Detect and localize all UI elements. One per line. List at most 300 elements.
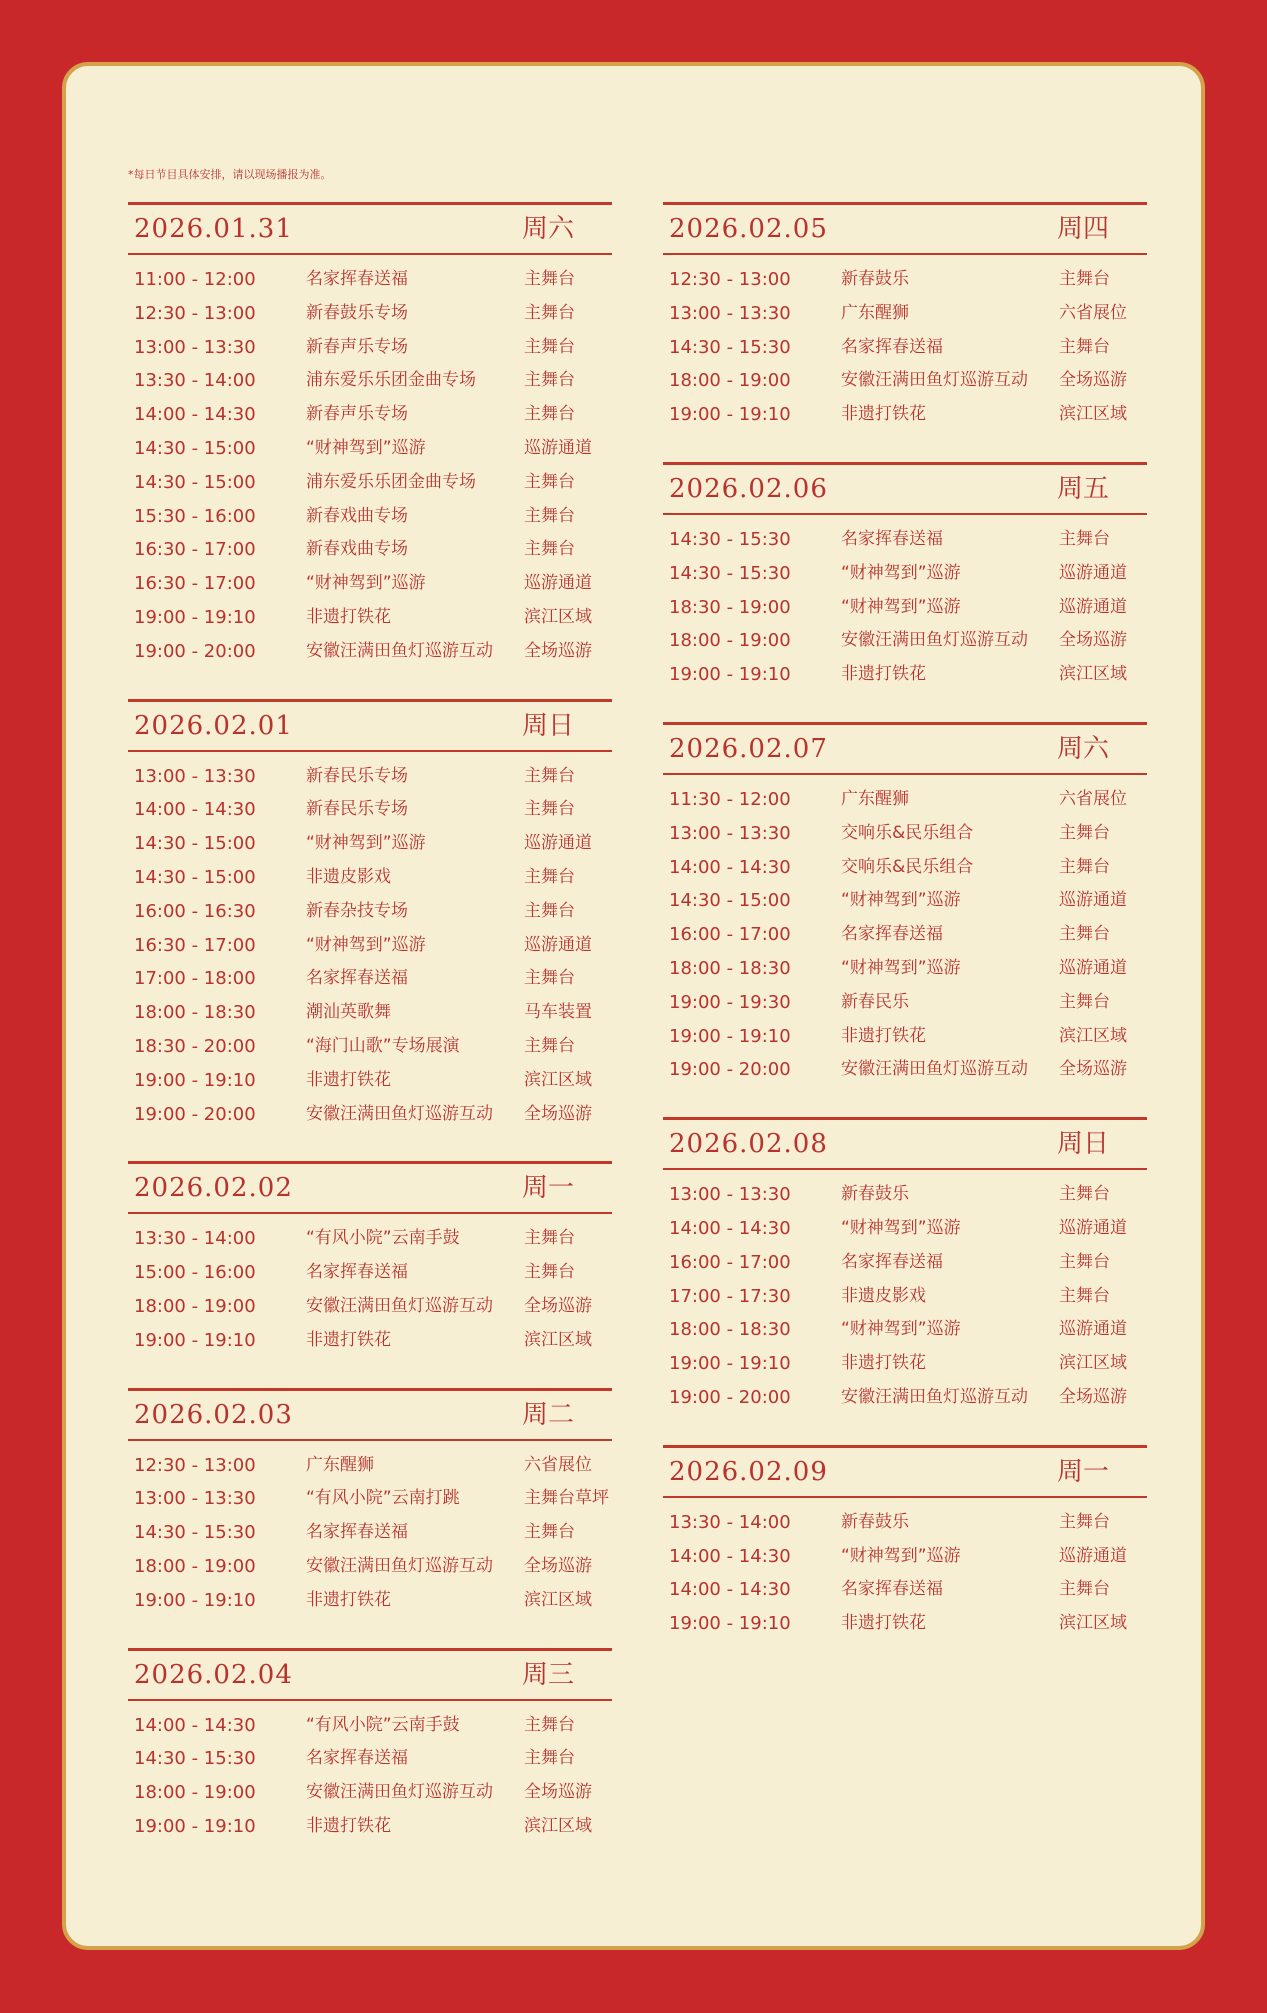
row-time: 13:00 - 13:30 bbox=[134, 1488, 256, 1510]
row-time: 18:00 - 19:00 bbox=[134, 1555, 256, 1577]
row-time: 19:00 - 19:10 bbox=[134, 1815, 256, 1837]
schedule-row bbox=[663, 658, 1147, 692]
row-program: 非遗打铁花 bbox=[841, 1613, 926, 1634]
row-location: 滨江区域 bbox=[524, 606, 592, 627]
schedule-row bbox=[663, 817, 1147, 851]
row-time: 18:00 - 19:00 bbox=[669, 630, 791, 652]
schedule-row bbox=[663, 1540, 1147, 1574]
schedule-row bbox=[663, 1020, 1147, 1054]
row-program: “财神驾到”巡游 bbox=[841, 957, 961, 978]
row-location: 主舞台 bbox=[1059, 528, 1110, 549]
row-location: 主舞台 bbox=[1059, 991, 1110, 1012]
row-time: 19:00 - 19:10 bbox=[669, 404, 791, 426]
row-time: 19:00 - 20:00 bbox=[669, 1386, 791, 1408]
row-time: 16:00 - 17:00 bbox=[669, 924, 791, 946]
row-time: 14:00 - 14:30 bbox=[134, 404, 256, 426]
row-location: 全场巡游 bbox=[1059, 630, 1127, 651]
row-location: 全场巡游 bbox=[1059, 370, 1127, 391]
day-weekday: 周六 bbox=[522, 214, 575, 244]
row-time: 16:30 - 17:00 bbox=[134, 539, 256, 561]
row-location: 马车装置 bbox=[524, 1002, 592, 1023]
row-program: 新春鼓乐 bbox=[841, 1184, 909, 1205]
day-header bbox=[128, 1648, 612, 1701]
day-rows bbox=[663, 775, 1147, 1087]
row-time: 14:30 - 15:00 bbox=[134, 866, 256, 888]
row-program: “财神驾到”巡游 bbox=[306, 437, 426, 458]
day-rows bbox=[128, 1214, 612, 1357]
schedule-card bbox=[62, 62, 1205, 1950]
row-program: “海门山歌”专场展演 bbox=[306, 1035, 460, 1056]
schedule-row bbox=[128, 500, 612, 534]
row-time: 13:00 - 13:30 bbox=[669, 302, 791, 324]
row-location: 主舞台 bbox=[1059, 924, 1110, 945]
day-date: 2026.02.06 bbox=[669, 473, 828, 504]
schedule-note: *每日节目具体安排，请以现场播报为准。 bbox=[128, 168, 332, 181]
schedule-row bbox=[663, 1212, 1147, 1246]
row-location: 滨江区域 bbox=[1059, 1613, 1127, 1634]
row-program: 安徽汪满田鱼灯巡游互动 bbox=[841, 1059, 1028, 1080]
schedule-row bbox=[663, 1381, 1147, 1415]
day-header bbox=[128, 202, 612, 255]
schedule-row bbox=[128, 263, 612, 297]
row-location: 滨江区域 bbox=[524, 1815, 592, 1836]
row-location: 滨江区域 bbox=[524, 1069, 592, 1090]
schedule-row bbox=[663, 1178, 1147, 1212]
row-location: 主舞台草坪 bbox=[524, 1488, 609, 1509]
row-time: 19:00 - 19:10 bbox=[134, 1589, 256, 1611]
schedule-row bbox=[128, 996, 612, 1030]
row-program: 非遗打铁花 bbox=[841, 1025, 926, 1046]
row-location: 全场巡游 bbox=[1059, 1386, 1127, 1407]
schedule-row bbox=[663, 1313, 1147, 1347]
schedule-row bbox=[663, 263, 1147, 297]
row-location: 全场巡游 bbox=[524, 1782, 592, 1803]
schedule-row bbox=[128, 398, 612, 432]
day-rows bbox=[128, 752, 612, 1132]
row-time: 13:00 - 13:30 bbox=[669, 1184, 791, 1206]
row-location: 巡游通道 bbox=[1059, 562, 1127, 583]
row-program: 安徽汪满田鱼灯巡游互动 bbox=[841, 1386, 1028, 1407]
row-location: 主舞台 bbox=[524, 471, 575, 492]
row-time: 19:00 - 19:10 bbox=[134, 1069, 256, 1091]
schedule-row bbox=[128, 432, 612, 466]
day-date: 2026.02.04 bbox=[134, 1659, 293, 1690]
day-header bbox=[663, 462, 1147, 515]
row-time: 13:30 - 14:00 bbox=[134, 370, 256, 392]
row-time: 14:30 - 15:30 bbox=[134, 1522, 256, 1544]
day-rows bbox=[663, 515, 1147, 692]
schedule-row bbox=[128, 1776, 612, 1810]
row-program: 非遗打铁花 bbox=[306, 1329, 391, 1350]
row-location: 滨江区域 bbox=[1059, 404, 1127, 425]
row-location: 主舞台 bbox=[524, 1035, 575, 1056]
day-rows bbox=[128, 255, 612, 669]
schedule-row bbox=[663, 952, 1147, 986]
row-program: “财神驾到”巡游 bbox=[306, 934, 426, 955]
row-time: 13:30 - 14:00 bbox=[669, 1511, 791, 1533]
day-weekday: 周四 bbox=[1057, 214, 1110, 244]
row-program: “财神驾到”巡游 bbox=[841, 1319, 961, 1340]
schedule-row bbox=[663, 591, 1147, 625]
schedule-row bbox=[128, 1584, 612, 1618]
schedule-row bbox=[128, 1324, 612, 1358]
row-time: 14:30 - 15:30 bbox=[134, 1748, 256, 1770]
day-weekday: 周一 bbox=[522, 1173, 575, 1204]
row-program: 广东醒狮 bbox=[841, 788, 909, 809]
day-block bbox=[128, 1161, 612, 1357]
schedule-row bbox=[663, 1053, 1147, 1087]
row-location: 主舞台 bbox=[524, 539, 575, 560]
schedule-row bbox=[128, 1290, 612, 1324]
schedule-row bbox=[128, 601, 612, 635]
row-location: 全场巡游 bbox=[524, 1555, 592, 1576]
schedule-row bbox=[663, 297, 1147, 331]
schedule-row bbox=[128, 1550, 612, 1584]
schedule-row bbox=[128, 1098, 612, 1132]
row-location: 主舞台 bbox=[1059, 1184, 1110, 1205]
schedule-row bbox=[128, 962, 612, 996]
day-weekday: 周日 bbox=[1057, 1129, 1110, 1160]
row-time: 18:00 - 19:00 bbox=[669, 370, 791, 392]
row-time: 14:30 - 15:00 bbox=[134, 833, 256, 855]
day-date: 2026.02.02 bbox=[134, 1173, 293, 1204]
row-location: 主舞台 bbox=[524, 269, 575, 289]
row-time: 14:00 - 14:30 bbox=[669, 1579, 791, 1601]
day-block bbox=[663, 202, 1147, 432]
day-block bbox=[663, 722, 1147, 1087]
schedule-row bbox=[663, 1347, 1147, 1381]
row-program: 非遗打铁花 bbox=[306, 1815, 391, 1836]
row-program: 广东醒狮 bbox=[306, 1454, 374, 1475]
schedule-row bbox=[128, 635, 612, 669]
schedule-row bbox=[128, 364, 612, 398]
row-location: 主舞台 bbox=[524, 1714, 575, 1735]
day-date: 2026.02.03 bbox=[134, 1399, 293, 1430]
row-location: 主舞台 bbox=[524, 799, 575, 820]
day-date: 2026.02.05 bbox=[669, 214, 828, 244]
row-program: 安徽汪满田鱼灯巡游互动 bbox=[841, 630, 1028, 651]
day-header bbox=[128, 1388, 612, 1441]
row-program: 非遗打铁花 bbox=[841, 664, 926, 685]
schedule-row bbox=[128, 861, 612, 895]
row-location: 主舞台 bbox=[524, 968, 575, 989]
schedule-row bbox=[128, 567, 612, 601]
schedule-column-right bbox=[663, 202, 1147, 1671]
row-time: 14:00 - 14:30 bbox=[669, 1545, 791, 1567]
schedule-row bbox=[663, 918, 1147, 952]
row-location: 巡游通道 bbox=[1059, 890, 1127, 911]
row-program: “财神驾到”巡游 bbox=[841, 1545, 961, 1566]
row-program: 新春民乐 bbox=[841, 991, 909, 1012]
schedule-row bbox=[128, 1742, 612, 1776]
row-time: 19:00 - 19:10 bbox=[134, 1329, 256, 1351]
row-program: 名家挥春送福 bbox=[306, 1522, 408, 1543]
row-location: 主舞台 bbox=[1059, 1579, 1110, 1600]
row-time: 19:00 - 20:00 bbox=[134, 640, 256, 662]
day-date: 2026.02.08 bbox=[669, 1129, 828, 1160]
row-time: 14:30 - 15:00 bbox=[134, 437, 256, 459]
row-time: 18:30 - 20:00 bbox=[134, 1035, 256, 1057]
schedule-row bbox=[128, 1222, 612, 1256]
day-header bbox=[663, 1445, 1147, 1498]
day-block bbox=[128, 202, 612, 669]
day-block bbox=[663, 462, 1147, 692]
row-program: 安徽汪满田鱼灯巡游互动 bbox=[306, 1782, 493, 1803]
row-program: 非遗皮影戏 bbox=[841, 1285, 926, 1306]
schedule-row bbox=[663, 557, 1147, 591]
schedule-row bbox=[663, 331, 1147, 365]
row-location: 主舞台 bbox=[1059, 856, 1110, 877]
day-block bbox=[663, 1117, 1147, 1415]
row-location: 主舞台 bbox=[524, 866, 575, 887]
row-location: 主舞台 bbox=[524, 765, 575, 786]
schedule-row bbox=[128, 1482, 612, 1516]
schedule-row bbox=[663, 523, 1147, 557]
schedule-row bbox=[128, 466, 612, 500]
day-rows bbox=[663, 255, 1147, 432]
day-date: 2026.02.01 bbox=[134, 710, 293, 741]
row-time: 17:00 - 18:00 bbox=[134, 968, 256, 990]
row-program: 安徽汪满田鱼灯巡游互动 bbox=[306, 1555, 493, 1576]
row-location: 滨江区域 bbox=[1059, 1025, 1127, 1046]
row-location: 主舞台 bbox=[1059, 336, 1110, 357]
row-time: 14:00 - 14:30 bbox=[134, 799, 256, 821]
row-location: 主舞台 bbox=[1059, 1285, 1110, 1306]
row-location: 主舞台 bbox=[1059, 269, 1110, 289]
day-header bbox=[128, 1161, 612, 1214]
row-location: 六省展位 bbox=[1059, 302, 1127, 323]
schedule-row bbox=[128, 895, 612, 929]
schedule-row bbox=[128, 929, 612, 963]
row-time: 11:00 - 12:00 bbox=[134, 269, 256, 290]
row-program: 名家挥春送福 bbox=[841, 528, 943, 549]
row-program: 浦东爱乐乐团金曲专场 bbox=[306, 370, 476, 391]
row-location: 巡游通道 bbox=[524, 833, 592, 854]
schedule-row bbox=[128, 1030, 612, 1064]
day-weekday: 周二 bbox=[522, 1399, 575, 1430]
row-time: 18:00 - 18:30 bbox=[669, 957, 791, 979]
day-block bbox=[128, 1648, 612, 1844]
row-time: 19:00 - 20:00 bbox=[669, 1059, 791, 1081]
row-location: 主舞台 bbox=[524, 505, 575, 526]
row-program: 非遗打铁花 bbox=[306, 1069, 391, 1090]
schedule-row bbox=[128, 827, 612, 861]
day-block bbox=[128, 699, 612, 1132]
row-location: 主舞台 bbox=[1059, 1511, 1110, 1532]
schedule-row bbox=[663, 1506, 1147, 1540]
row-location: 主舞台 bbox=[524, 404, 575, 425]
row-location: 巡游通道 bbox=[524, 573, 592, 594]
row-program: 广东醒狮 bbox=[841, 302, 909, 323]
row-time: 18:00 - 18:30 bbox=[669, 1319, 791, 1341]
day-date: 2026.02.09 bbox=[669, 1456, 828, 1487]
row-program: “有风小院”云南手鼓 bbox=[306, 1228, 460, 1249]
row-location: 主舞台 bbox=[1059, 822, 1110, 843]
row-program: 交响乐&民乐组合 bbox=[841, 822, 974, 843]
row-location: 主舞台 bbox=[524, 1748, 575, 1769]
row-program: “财神驾到”巡游 bbox=[306, 833, 426, 854]
schedule-row bbox=[663, 1246, 1147, 1280]
row-time: 18:00 - 19:00 bbox=[134, 1295, 256, 1317]
row-location: 巡游通道 bbox=[524, 437, 592, 458]
row-program: “有风小院”云南打跳 bbox=[306, 1488, 460, 1509]
schedule-row bbox=[128, 331, 612, 365]
day-rows bbox=[663, 1170, 1147, 1415]
row-time: 13:30 - 14:00 bbox=[134, 1228, 256, 1250]
schedule-row bbox=[128, 1516, 612, 1550]
row-time: 16:30 - 17:00 bbox=[134, 573, 256, 595]
day-date: 2026.01.31 bbox=[134, 214, 293, 244]
row-program: 新春声乐专场 bbox=[306, 404, 408, 425]
row-time: 18:30 - 19:00 bbox=[669, 596, 791, 618]
day-weekday: 周六 bbox=[1057, 733, 1110, 764]
row-location: 主舞台 bbox=[524, 336, 575, 357]
row-location: 主舞台 bbox=[1059, 1251, 1110, 1272]
row-time: 19:00 - 19:30 bbox=[669, 991, 791, 1013]
schedule-row bbox=[663, 1607, 1147, 1641]
day-rows bbox=[663, 1498, 1147, 1641]
row-time: 16:00 - 17:00 bbox=[669, 1251, 791, 1273]
schedule-row bbox=[663, 851, 1147, 885]
row-time: 19:00 - 20:00 bbox=[134, 1103, 256, 1125]
row-time: 19:00 - 19:10 bbox=[669, 664, 791, 686]
schedule-row bbox=[128, 793, 612, 827]
row-time: 12:30 - 13:00 bbox=[134, 1454, 256, 1476]
row-time: 13:00 - 13:30 bbox=[134, 765, 256, 787]
row-program: 非遗打铁花 bbox=[841, 1353, 926, 1374]
row-time: 14:30 - 15:00 bbox=[669, 890, 791, 912]
row-location: 全场巡游 bbox=[524, 640, 592, 661]
day-header bbox=[663, 722, 1147, 775]
day-weekday: 周一 bbox=[1057, 1456, 1110, 1487]
row-program: 名家挥春送福 bbox=[306, 968, 408, 989]
row-time: 12:30 - 13:00 bbox=[669, 269, 791, 290]
schedule-row bbox=[663, 986, 1147, 1020]
row-program: 名家挥春送福 bbox=[306, 269, 408, 289]
row-program: “财神驾到”巡游 bbox=[841, 1217, 961, 1238]
row-program: 安徽汪满田鱼灯巡游互动 bbox=[306, 640, 493, 661]
row-location: 滨江区域 bbox=[524, 1329, 592, 1350]
day-date: 2026.02.07 bbox=[669, 733, 828, 764]
row-location: 主舞台 bbox=[524, 302, 575, 323]
row-location: 滨江区域 bbox=[524, 1589, 592, 1610]
row-time: 12:30 - 13:00 bbox=[134, 302, 256, 324]
row-program: 新春民乐专场 bbox=[306, 765, 408, 786]
row-location: 巡游通道 bbox=[524, 934, 592, 955]
row-location: 全场巡游 bbox=[524, 1295, 592, 1316]
row-location: 滨江区域 bbox=[1059, 664, 1127, 685]
day-block bbox=[663, 1445, 1147, 1641]
schedule-row bbox=[128, 1064, 612, 1098]
schedule-column-left bbox=[128, 202, 612, 1874]
row-time: 14:30 - 15:30 bbox=[669, 562, 791, 584]
schedule-row bbox=[663, 398, 1147, 432]
row-program: 名家挥春送福 bbox=[841, 1579, 943, 1600]
row-location: 巡游通道 bbox=[1059, 596, 1127, 617]
row-time: 15:30 - 16:00 bbox=[134, 505, 256, 527]
schedule-row bbox=[128, 1256, 612, 1290]
row-program: 非遗打铁花 bbox=[306, 606, 391, 627]
row-program: 新春鼓乐专场 bbox=[306, 302, 408, 323]
schedule-row bbox=[663, 884, 1147, 918]
row-location: 巡游通道 bbox=[1059, 957, 1127, 978]
row-program: “财神驾到”巡游 bbox=[306, 573, 426, 594]
row-time: 16:30 - 17:00 bbox=[134, 934, 256, 956]
row-program: 新春民乐专场 bbox=[306, 799, 408, 820]
schedule-row bbox=[128, 760, 612, 794]
row-location: 滨江区域 bbox=[1059, 1353, 1127, 1374]
row-program: 交响乐&民乐组合 bbox=[841, 856, 974, 877]
row-time: 14:30 - 15:30 bbox=[669, 336, 791, 358]
row-location: 主舞台 bbox=[524, 1262, 575, 1283]
day-rows bbox=[128, 1701, 612, 1844]
row-program: 非遗打铁花 bbox=[841, 404, 926, 425]
schedule-row bbox=[663, 624, 1147, 658]
row-program: 新春鼓乐 bbox=[841, 269, 909, 289]
row-time: 13:00 - 13:30 bbox=[669, 822, 791, 844]
row-time: 14:30 - 15:00 bbox=[134, 471, 256, 493]
day-weekday: 周三 bbox=[522, 1659, 575, 1690]
row-location: 主舞台 bbox=[524, 1522, 575, 1543]
day-weekday: 周日 bbox=[522, 710, 575, 741]
row-time: 14:00 - 14:30 bbox=[669, 856, 791, 878]
row-time: 11:30 - 12:00 bbox=[669, 788, 791, 810]
row-time: 19:00 - 19:10 bbox=[669, 1613, 791, 1635]
row-program: 潮汕英歌舞 bbox=[306, 1002, 391, 1023]
row-program: “有风小院”云南手鼓 bbox=[306, 1714, 460, 1735]
row-program: 新春鼓乐 bbox=[841, 1511, 909, 1532]
row-program: 新春戏曲专场 bbox=[306, 505, 408, 526]
schedule-row bbox=[128, 1810, 612, 1844]
row-program: 名家挥春送福 bbox=[306, 1748, 408, 1769]
row-time: 19:00 - 19:10 bbox=[669, 1025, 791, 1047]
row-location: 巡游通道 bbox=[1059, 1217, 1127, 1238]
schedule-row bbox=[663, 1280, 1147, 1314]
schedule-row bbox=[128, 297, 612, 331]
row-location: 六省展位 bbox=[524, 1454, 592, 1475]
row-time: 15:00 - 16:00 bbox=[134, 1262, 256, 1284]
schedule-row bbox=[663, 1573, 1147, 1607]
row-location: 全场巡游 bbox=[1059, 1059, 1127, 1080]
row-program: 新春杂技专场 bbox=[306, 900, 408, 921]
row-program: “财神驾到”巡游 bbox=[841, 596, 961, 617]
day-rows bbox=[128, 1441, 612, 1618]
row-program: 安徽汪满田鱼灯巡游互动 bbox=[306, 1295, 493, 1316]
schedule-row bbox=[128, 1449, 612, 1483]
row-program: “财神驾到”巡游 bbox=[841, 890, 961, 911]
row-time: 13:00 - 13:30 bbox=[134, 336, 256, 358]
row-time: 17:00 - 17:30 bbox=[669, 1285, 791, 1307]
row-program: 安徽汪满田鱼灯巡游互动 bbox=[841, 370, 1028, 391]
row-location: 六省展位 bbox=[1059, 788, 1127, 809]
schedule-row bbox=[663, 364, 1147, 398]
row-time: 16:00 - 16:30 bbox=[134, 900, 256, 922]
row-location: 巡游通道 bbox=[1059, 1319, 1127, 1340]
row-time: 14:00 - 14:30 bbox=[134, 1714, 256, 1736]
row-program: 浦东爱乐乐团金曲专场 bbox=[306, 471, 476, 492]
row-time: 18:00 - 19:00 bbox=[134, 1782, 256, 1804]
row-location: 主舞台 bbox=[524, 370, 575, 391]
schedule-row bbox=[663, 783, 1147, 817]
day-block bbox=[128, 1388, 612, 1618]
row-location: 主舞台 bbox=[524, 1228, 575, 1249]
row-location: 全场巡游 bbox=[524, 1103, 592, 1124]
row-location: 主舞台 bbox=[524, 900, 575, 921]
row-location: 巡游通道 bbox=[1059, 1545, 1127, 1566]
row-time: 19:00 - 19:10 bbox=[669, 1353, 791, 1375]
schedule-row bbox=[128, 1709, 612, 1743]
row-program: 非遗打铁花 bbox=[306, 1589, 391, 1610]
